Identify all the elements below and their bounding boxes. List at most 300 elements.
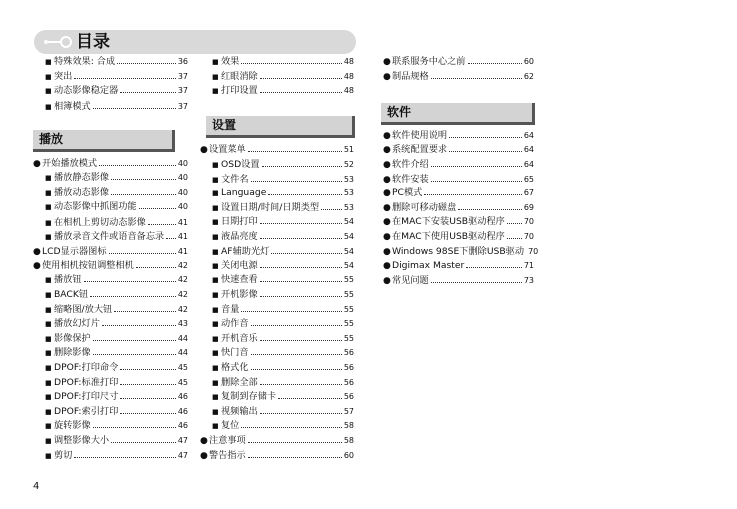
bullet-square-icon: ■ xyxy=(45,219,52,227)
bullet-dot-icon: ● xyxy=(383,131,391,141)
toc-entry xyxy=(383,129,534,143)
toc-entry xyxy=(383,245,539,259)
toc-entry-page: 57 xyxy=(343,407,354,416)
toc-entry-title: 剪切 xyxy=(54,450,73,461)
toc-entry-page: 60 xyxy=(343,451,354,460)
toc-entry-title: 格式化 xyxy=(221,362,249,373)
toc-entry xyxy=(200,143,354,157)
toc-entry xyxy=(383,259,534,273)
toc-entry-title: 常见问题 xyxy=(392,275,429,286)
toc-entry-page: 55 xyxy=(343,305,354,314)
toc-entry-title: 调整影像大小 xyxy=(54,435,110,446)
bullet-square-icon: ■ xyxy=(45,174,52,182)
bullet-square-icon: ■ xyxy=(45,393,52,401)
bullet-dot-icon: ● xyxy=(33,247,41,257)
dot-leader xyxy=(507,215,522,224)
toc-entry-title: AF辅助光灯 xyxy=(221,246,270,257)
bullet-square-icon: ■ xyxy=(45,189,52,197)
toc-entry-title: 动态影像中抓图功能 xyxy=(54,201,137,212)
dot-leader xyxy=(248,434,342,443)
toc-entry-title: 红眼消除 xyxy=(221,71,258,82)
toc-entry-title: 在相机上剪切动态影像 xyxy=(54,217,146,228)
toc-entry-page: 55 xyxy=(343,334,354,343)
toc-entry xyxy=(45,55,188,69)
dot-leader xyxy=(248,449,342,458)
bullet-square-icon: ■ xyxy=(45,73,52,81)
toc-entry xyxy=(212,158,354,172)
toc-entry-title: 快速查看 xyxy=(221,274,258,285)
toc-entry-title: 液晶亮度 xyxy=(221,231,258,242)
toc-entry-page: 42 xyxy=(177,261,188,270)
toc-entry-page: 56 xyxy=(343,348,354,357)
toc-entry-title: Digimax Master xyxy=(392,260,465,271)
toc-entry xyxy=(45,419,188,433)
bullet-square-icon: ■ xyxy=(45,103,52,111)
toc-entry-title: 复制到存储卡 xyxy=(221,391,277,402)
toc-entry xyxy=(212,361,354,375)
toc-entry xyxy=(383,55,534,69)
bullet-dot-icon: ● xyxy=(383,145,391,155)
toc-entry-title: 使用相机按钮调整相机 xyxy=(42,260,134,271)
dot-leader xyxy=(93,100,176,109)
toc-entry-page: 55 xyxy=(343,319,354,328)
toc-entry xyxy=(45,303,188,317)
toc-entry xyxy=(45,171,188,185)
toc-entry-title: DPOF:打印尺寸 xyxy=(54,391,119,402)
toc-entry-page: 43 xyxy=(177,319,188,328)
dot-leader xyxy=(260,230,342,239)
section-heading-label: 软件 xyxy=(387,105,412,119)
toc-entry xyxy=(212,303,354,317)
toc-entry-title: 相簿模式 xyxy=(54,101,91,112)
toc-entry-page: 55 xyxy=(343,275,354,284)
toc-entry xyxy=(45,361,188,375)
bullet-dot-icon: ● xyxy=(383,72,391,82)
toc-entry xyxy=(45,449,188,463)
toc-entry xyxy=(212,419,354,433)
dot-leader xyxy=(90,288,176,297)
toc-entry xyxy=(45,230,188,244)
bullet-square-icon: ■ xyxy=(212,379,219,387)
toc-entry-page: 37 xyxy=(177,102,188,111)
bullet-square-icon: ■ xyxy=(212,73,219,81)
toc-entry-page: 44 xyxy=(177,348,188,357)
toc-entry-title: 播放幻灯片 xyxy=(54,318,100,329)
toc-entry-title: 旋转影像 xyxy=(54,420,91,431)
dot-leader xyxy=(278,390,342,399)
bullet-square-icon: ■ xyxy=(212,306,219,314)
dot-leader xyxy=(260,84,342,93)
bullet-square-icon: ■ xyxy=(212,291,219,299)
toc-entry-title: 缩略图/放大钮 xyxy=(54,304,113,315)
toc-entry-page: 46 xyxy=(177,392,188,401)
bullet-square-icon: ■ xyxy=(45,320,52,328)
toc-entry-page: 45 xyxy=(177,363,188,372)
dot-leader xyxy=(468,55,522,64)
bullet-square-icon: ■ xyxy=(45,364,52,372)
bullet-dot-icon: ● xyxy=(383,203,391,213)
toc-entry xyxy=(212,376,354,390)
toc-entry-title: PC模式 xyxy=(392,187,423,198)
dot-leader xyxy=(93,419,176,428)
toc-entry-page: 47 xyxy=(177,451,188,460)
toc-entry-title: 特殊效果: 合成 xyxy=(54,56,116,67)
toc-entry-title: 动态影像稳定器 xyxy=(54,85,119,96)
toc-entry xyxy=(212,230,354,244)
page-number: 4 xyxy=(33,481,40,492)
toc-entry xyxy=(383,230,534,244)
toc-entry-title: 软件介绍 xyxy=(392,159,429,170)
toc-entry xyxy=(212,332,354,346)
toc-entry xyxy=(212,201,354,215)
toc-entry-page: 54 xyxy=(343,232,354,241)
toc-entry-page: 37 xyxy=(177,86,188,95)
dot-leader xyxy=(424,186,521,195)
bullet-square-icon: ■ xyxy=(212,161,219,169)
bullet-square-icon: ■ xyxy=(212,276,219,284)
toc-entry-title: 动作音 xyxy=(221,318,249,329)
bullet-square-icon: ■ xyxy=(212,393,219,401)
toc-entry-page: 53 xyxy=(343,188,354,197)
toc-entry xyxy=(45,273,188,287)
toc-entry xyxy=(200,449,354,463)
dot-leader xyxy=(431,70,522,79)
toc-entry-page: 45 xyxy=(177,378,188,387)
dot-leader xyxy=(449,143,522,152)
dot-leader xyxy=(271,245,341,254)
dot-leader xyxy=(466,259,521,268)
toc-entry xyxy=(212,245,354,259)
toc-entry-page: 40 xyxy=(177,202,188,211)
bullet-dot-icon: ● xyxy=(383,188,391,198)
section-heading-setup xyxy=(206,116,355,138)
toc-entry-title: 软件使用说明 xyxy=(392,130,448,141)
header-ring-icon xyxy=(60,36,72,48)
bullet-square-icon: ■ xyxy=(212,233,219,241)
toc-entry-title: 影像保护 xyxy=(54,333,91,344)
dot-leader xyxy=(268,186,341,195)
toc-entry-page: 54 xyxy=(343,261,354,270)
bullet-dot-icon: ● xyxy=(383,232,391,242)
toc-entry-title: 删除可移动磁盘 xyxy=(392,202,457,213)
bullet-square-icon: ■ xyxy=(212,204,219,212)
toc-entry-title: 视频输出 xyxy=(221,406,258,417)
section-heading-label: 设置 xyxy=(212,118,237,132)
bullet-dot-icon: ● xyxy=(200,436,208,446)
toc-entry-title: 播放录音文件或语音备忘录 xyxy=(54,231,165,242)
toc-entry xyxy=(33,259,188,273)
dot-leader xyxy=(111,434,176,443)
header-line-icon xyxy=(48,41,60,43)
toc-entry xyxy=(45,332,188,346)
toc-entry-page: 47 xyxy=(177,436,188,445)
bullet-square-icon: ■ xyxy=(45,408,52,416)
toc-entry xyxy=(45,288,188,302)
dot-leader xyxy=(431,158,522,167)
toc-entry-page: 40 xyxy=(177,188,188,197)
dot-leader xyxy=(431,274,522,283)
dot-leader xyxy=(99,157,176,166)
dot-leader xyxy=(139,200,176,209)
toc-entry-title: LCD显示器图标 xyxy=(42,246,107,257)
toc-entry-page: 54 xyxy=(343,247,354,256)
bullet-square-icon: ■ xyxy=(45,87,52,95)
toc-entry-page: 71 xyxy=(523,261,534,270)
toc-entry-page: 64 xyxy=(523,160,534,169)
dot-leader xyxy=(120,84,176,93)
toc-entry-page: 56 xyxy=(343,378,354,387)
bullet-square-icon: ■ xyxy=(45,437,52,445)
toc-entry-title: 效果 xyxy=(221,56,240,67)
dot-leader xyxy=(251,346,342,355)
toc-entry-title: 设置菜单 xyxy=(209,144,246,155)
dot-leader xyxy=(111,186,176,195)
toc-entry-title: 日期打印 xyxy=(221,216,258,227)
toc-entry-title: 播放动态影像 xyxy=(54,187,110,198)
dot-leader xyxy=(166,230,176,239)
dot-leader xyxy=(260,215,342,224)
toc-entry-page: 60 xyxy=(523,57,534,66)
toc-entry-title: 开机影像 xyxy=(221,289,258,300)
toc-entry-page: 41 xyxy=(177,232,188,241)
toc-entry-page: 41 xyxy=(177,247,188,256)
dot-leader xyxy=(84,273,176,282)
dot-leader xyxy=(93,346,176,355)
dot-leader xyxy=(251,317,342,326)
bullet-square-icon: ■ xyxy=(212,189,219,197)
dot-leader xyxy=(262,158,342,167)
bullet-square-icon: ■ xyxy=(212,248,219,256)
bullet-square-icon: ■ xyxy=(212,58,219,66)
toc-entry xyxy=(212,84,354,98)
bullet-square-icon: ■ xyxy=(45,306,52,314)
toc-entry-title: OSD设置 xyxy=(221,159,260,170)
toc-entry-title: 删除全部 xyxy=(221,377,258,388)
bullet-square-icon: ■ xyxy=(212,349,219,357)
bullet-square-icon: ■ xyxy=(212,320,219,328)
dot-leader xyxy=(136,259,176,268)
bullet-square-icon: ■ xyxy=(45,276,52,284)
toc-entry-title: DPOF:索引打印 xyxy=(54,406,119,417)
bullet-dot-icon: ● xyxy=(383,247,391,257)
toc-entry-page: 64 xyxy=(523,131,534,140)
toc-entry xyxy=(383,143,534,157)
toc-entry-page: 52 xyxy=(343,160,354,169)
toc-entry-title: 设置日期/时间/日期类型 xyxy=(221,202,320,213)
toc-entry-page: 56 xyxy=(343,363,354,372)
toc-entry xyxy=(212,405,354,419)
bullet-dot-icon: ● xyxy=(383,175,391,185)
toc-entry-title: 在MAC下安装USB驱动程序 xyxy=(392,216,505,227)
dot-leader xyxy=(431,173,522,182)
bullet-square-icon: ■ xyxy=(212,408,219,416)
dot-leader xyxy=(251,173,342,182)
toc-entry-page: 70 xyxy=(523,217,534,226)
toc-entry-title: 播放静态影像 xyxy=(54,172,110,183)
toc-entry-title: 快门音 xyxy=(221,347,249,358)
bullet-dot-icon: ● xyxy=(33,159,41,169)
toc-entry xyxy=(45,317,188,331)
toc-entry-page: 73 xyxy=(523,276,534,285)
dot-leader xyxy=(260,376,342,385)
bullet-square-icon: ■ xyxy=(212,422,219,430)
toc-entry-title: Language xyxy=(221,187,267,198)
toc-entry xyxy=(212,215,354,229)
toc-entry xyxy=(45,390,188,404)
toc-header-bar xyxy=(34,30,356,54)
dot-leader xyxy=(74,70,175,79)
toc-entry-title: 播放钮 xyxy=(54,274,82,285)
toc-entry-page: 44 xyxy=(177,334,188,343)
toc-entry-page: 48 xyxy=(343,72,354,81)
toc-entry xyxy=(45,434,188,448)
bullet-dot-icon: ● xyxy=(200,451,208,461)
dot-leader xyxy=(251,361,342,370)
dot-leader xyxy=(93,332,176,341)
dot-leader xyxy=(148,216,176,225)
toc-entry xyxy=(200,434,354,448)
dot-leader xyxy=(241,419,341,428)
toc-entry-title: BACK钮 xyxy=(54,289,89,300)
toc-entry-title: 删除影像 xyxy=(54,347,91,358)
toc-entry-page: 36 xyxy=(177,57,188,66)
toc-entry xyxy=(212,259,354,273)
dot-leader xyxy=(260,405,342,414)
toc-entry xyxy=(212,317,354,331)
toc-entry-title: 关闭电源 xyxy=(221,260,258,271)
dot-leader xyxy=(260,332,342,341)
toc-entry-title: 突出 xyxy=(54,71,73,82)
toc-entry-page: 70 xyxy=(528,247,539,256)
toc-entry-page: 46 xyxy=(177,421,188,430)
dot-leader xyxy=(120,405,176,414)
dot-leader xyxy=(260,273,342,282)
dot-leader xyxy=(241,303,341,312)
dot-leader xyxy=(248,143,342,152)
bullet-square-icon: ■ xyxy=(45,291,52,299)
toc-entry-title: 文件名 xyxy=(221,174,249,185)
toc-entry xyxy=(383,70,534,84)
toc-entry-page: 70 xyxy=(523,232,534,241)
toc-entry xyxy=(33,157,188,171)
toc-entry-page: 42 xyxy=(177,305,188,314)
toc-entry xyxy=(383,215,534,229)
toc-entry-title: DPOF:打印命令 xyxy=(54,362,119,373)
toc-entry xyxy=(383,158,534,172)
toc-entry-title: 注意事项 xyxy=(209,435,246,446)
toc-entry xyxy=(45,376,188,390)
bullet-dot-icon: ● xyxy=(383,276,391,286)
toc-entry xyxy=(45,405,188,419)
toc-entry xyxy=(212,273,354,287)
toc-entry-page: 40 xyxy=(177,159,188,168)
toc-entry-page: 58 xyxy=(343,436,354,445)
bullet-square-icon: ■ xyxy=(45,335,52,343)
toc-entry-page: 53 xyxy=(343,175,354,184)
toc-entry-page: 64 xyxy=(523,145,534,154)
toc-entry-page: 56 xyxy=(343,392,354,401)
bullet-square-icon: ■ xyxy=(45,203,52,211)
dot-leader xyxy=(117,55,176,64)
bullet-square-icon: ■ xyxy=(45,379,52,387)
toc-entry xyxy=(45,70,188,84)
toc-entry-page: 58 xyxy=(343,421,354,430)
toc-entry-page: 65 xyxy=(523,175,534,184)
bullet-square-icon: ■ xyxy=(212,218,219,226)
toc-entry-page: 48 xyxy=(343,86,354,95)
toc-entry-title: 开机音乐 xyxy=(221,333,258,344)
toc-entry-title: 系统配置要求 xyxy=(392,144,448,155)
toc-entry-title: 在MAC下使用USB驱动程序 xyxy=(392,231,505,242)
toc-entry-page: 54 xyxy=(343,217,354,226)
bullet-square-icon: ■ xyxy=(212,262,219,270)
dot-leader xyxy=(507,230,522,239)
dot-leader xyxy=(321,201,342,210)
toc-entry xyxy=(383,274,534,288)
toc-entry-title: 复位 xyxy=(221,420,240,431)
toc-entry xyxy=(45,186,188,200)
section-heading-software xyxy=(381,103,535,125)
toc-entry-title: 警告指示 xyxy=(209,450,246,461)
toc-entry-page: 46 xyxy=(177,407,188,416)
toc-entry-page: 67 xyxy=(523,188,534,197)
toc-entry xyxy=(212,346,354,360)
toc-entry-title: 开始播放模式 xyxy=(42,158,98,169)
toc-entry-title: 制品规格 xyxy=(392,71,429,82)
bullet-dot-icon: ● xyxy=(200,145,208,155)
dot-leader xyxy=(260,70,342,79)
dot-leader xyxy=(260,259,342,268)
toc-entry-page: 62 xyxy=(523,72,534,81)
dot-leader xyxy=(74,449,175,458)
toc-entry xyxy=(212,390,354,404)
bullet-square-icon: ■ xyxy=(212,176,219,184)
toc-entry xyxy=(212,173,354,187)
dot-leader xyxy=(120,390,176,399)
dot-leader xyxy=(241,55,341,64)
bullet-square-icon: ■ xyxy=(45,349,52,357)
toc-entry-title: 打印设置 xyxy=(221,85,258,96)
toc-entry-page: 48 xyxy=(343,57,354,66)
section-heading-playback xyxy=(33,130,175,152)
toc-entry xyxy=(45,216,188,230)
bullet-dot-icon: ● xyxy=(383,57,391,67)
toc-entry-page: 55 xyxy=(343,290,354,299)
toc-title: 目录 xyxy=(76,32,110,52)
toc-entry-page: 40 xyxy=(177,173,188,182)
bullet-square-icon: ■ xyxy=(212,364,219,372)
bullet-square-icon: ■ xyxy=(45,452,52,460)
toc-entry-title: Windows 98SE下删除USB驱动 xyxy=(392,246,525,257)
toc-entry xyxy=(212,70,354,84)
toc-entry xyxy=(33,245,188,259)
toc-entry xyxy=(45,346,188,360)
dot-leader xyxy=(120,361,176,370)
toc-entry-page: 53 xyxy=(343,203,354,212)
dot-leader xyxy=(120,376,176,385)
toc-entry-page: 41 xyxy=(177,218,188,227)
toc-entry xyxy=(383,201,534,215)
bullet-dot-icon: ● xyxy=(383,217,391,227)
toc-entry xyxy=(45,100,188,114)
dot-leader xyxy=(458,201,522,210)
bullet-square-icon: ■ xyxy=(212,87,219,95)
toc-entry-page: 69 xyxy=(523,203,534,212)
toc-entry xyxy=(212,55,354,69)
toc-entry-title: 音量 xyxy=(221,304,240,315)
bullet-dot-icon: ● xyxy=(33,261,41,271)
toc-entry-title: DPOF:标准打印 xyxy=(54,377,119,388)
